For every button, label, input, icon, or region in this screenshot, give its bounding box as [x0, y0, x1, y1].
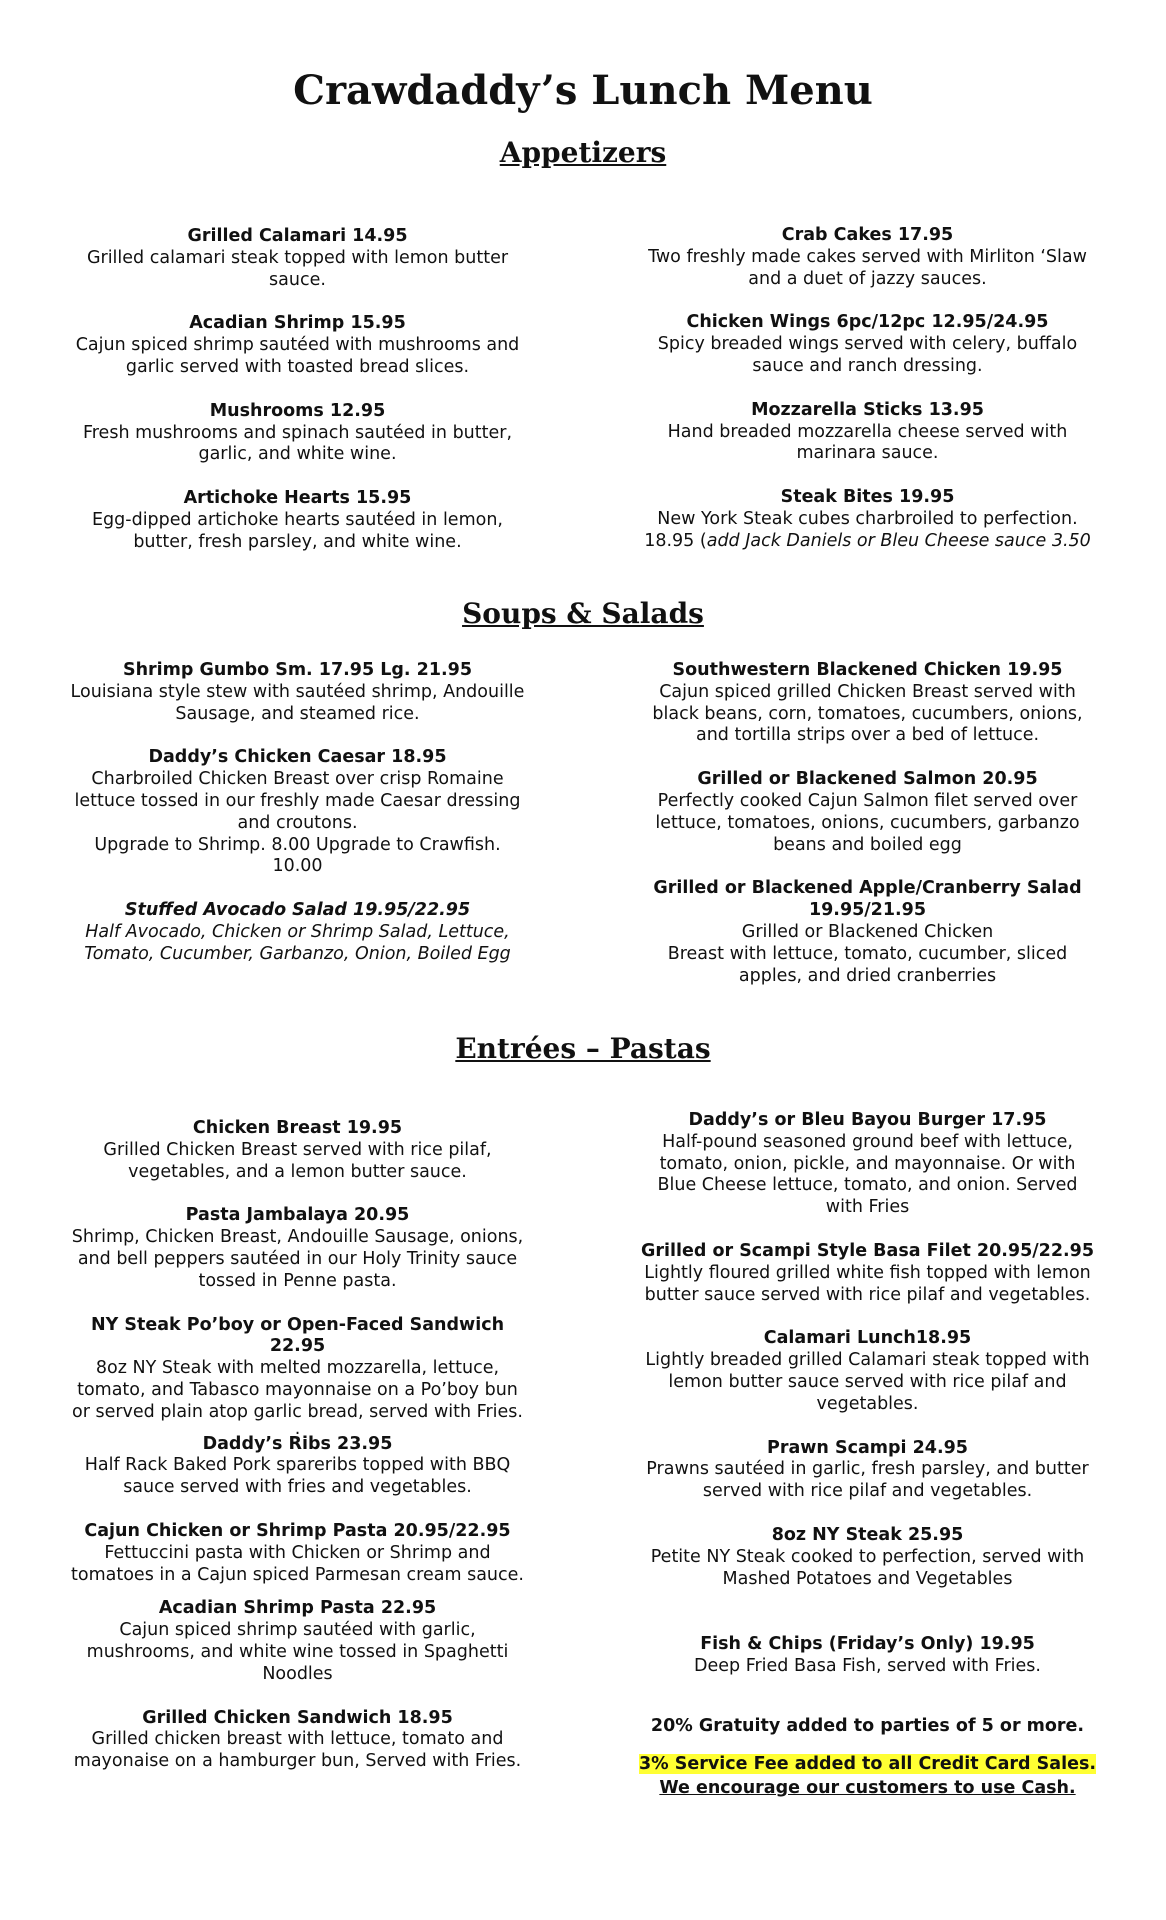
- item-name: Acadian Shrimp 15.95: [189, 313, 406, 334]
- menu-item: [640, 1110, 1095, 1219]
- menu-item: [640, 312, 1095, 377]
- soups-left-column: [70, 660, 525, 966]
- item-name: Grilled or Scampi Style Basa Filet 20.95/22.95: [640, 1240, 1095, 1261]
- menu-item: [640, 487, 1095, 552]
- menu-item: [70, 747, 525, 878]
- item-name: Steak Bites 19.95: [780, 487, 955, 508]
- entrees-pastas-heading: Entrées – Pastas: [455, 1032, 711, 1065]
- menu-item: [640, 1634, 1095, 1678]
- menu-item: [640, 225, 1095, 290]
- item-description: Cajun spiced grilled Chicken Breast served with black beans, corn, tomatoes, cucumbers, onions, and tortilla strips over a bed of lettuce.: [652, 681, 1083, 746]
- item-description: Lightly breaded grilled Calamari steak topped with lemon butter sauce served with rice pilaf and vegetables.: [645, 1350, 1090, 1414]
- menu-item: [70, 488, 525, 553]
- item-name: Grilled Chicken Sandwich 18.95: [142, 1707, 453, 1728]
- item-name: Chicken Wings 6pc/12pc 12.95/24.95: [686, 312, 1049, 333]
- item-description: Perfectly cooked Cajun Salmon filet served over lettuce, tomatoes, onions, cucumbers, garbanzo beans and boiled egg: [655, 790, 1080, 855]
- item-description: Shrimp, Chicken Breast, Andouille Sausage, onions, and bell peppers sautéed in our Holy Trinity sauce tossed in Penne pasta.: [71, 1227, 524, 1291]
- item-note-addon: add Jack Daniels or Bleu Cheese sauce 3.50: [706, 530, 1091, 551]
- menu-item: [70, 1314, 525, 1439]
- menu-item: [70, 900, 525, 965]
- menu-item: [70, 1598, 525, 1685]
- appetizers-right-column: [640, 225, 1095, 553]
- item-description-continued: Breast with lettuce, tomato, cucumber, sliced apples, and dried cranberries: [667, 943, 1068, 986]
- cash-notice: We encourage our customers to use Cash.: [659, 1778, 1076, 1798]
- menu-item: [70, 313, 525, 378]
- item-description: Grilled or Blackened Chicken: [741, 921, 994, 942]
- item-description: Spicy breaded wings served with celery, buffalo sauce and ranch dressing.: [657, 334, 1078, 376]
- item-name: Calamari Lunch18.95: [763, 1328, 972, 1349]
- menu-item: [70, 226, 525, 291]
- item-description: Half Rack Baked Pork spareribs topped with BBQ sauce served with fries and vegetables.: [84, 1455, 511, 1498]
- item-upgrade-note: Upgrade to Shrimp. 8.00 Upgrade to Crawfish. 10.00: [94, 834, 501, 877]
- item-name: NY Steak Po’boy or Open-Faced Sandwich 22.95: [90, 1314, 505, 1357]
- appetizers-left-column: [70, 226, 525, 554]
- item-name: 8oz NY Steak 25.95: [771, 1524, 964, 1545]
- item-description: Two freshly made cakes served with Mirliton ‘Slaw and a duet of jazzy sauces.: [648, 246, 1087, 289]
- item-description: Fresh mushrooms and spinach sautéed in butter, garlic, and white wine.: [82, 422, 513, 465]
- item-description: Egg-dipped artichoke hearts sautéed in lemon, butter, fresh parsley, and white wine.: [92, 509, 503, 552]
- item-description: Cajun spiced shrimp sautéed with mushrooms and garlic served with toasted bread slices.: [75, 335, 520, 377]
- menu-item: [70, 1118, 525, 1183]
- item-name: Daddy’s Chicken Caesar 18.95: [148, 747, 447, 768]
- item-description: Charbroiled Chicken Breast over crisp Romaine lettuce tossed in our freshly made Caesar dressing and croutons.: [74, 769, 521, 833]
- menu-item: [640, 769, 1095, 856]
- item-name: Pasta Jambalaya 20.95: [185, 1205, 410, 1226]
- item-description: 8oz NY Steak with melted mozzarella, lettuce, tomato, and Tabasco mayonnaise on a Po’boy bun or served plain atop garlic bread, served with Fries.: [72, 1358, 523, 1422]
- entrees-right-column: [640, 1110, 1095, 1678]
- item-name: Crab Cakes 17.95: [781, 225, 954, 245]
- item-note-price: 18.95 (: [644, 530, 707, 551]
- menu-item: [70, 660, 525, 725]
- service-fee-highlight: 3% Service Fee added to all Credit Card Sales.: [638, 1754, 1097, 1774]
- item-name: Stuffed Avocado Salad 19.95/22.95: [124, 900, 471, 921]
- menu-item: [70, 1521, 525, 1586]
- menu-item: [640, 1438, 1095, 1503]
- item-description: Grilled calamari steak topped with lemon butter sauce.: [86, 247, 509, 290]
- item-name: Mushrooms 12.95: [209, 400, 386, 421]
- soups-salads-heading: Soups & Salads: [462, 597, 704, 630]
- item-name: Chicken Breast 19.95: [192, 1118, 403, 1138]
- item-description: Prawns sautéed in garlic, fresh parsley, and butter served with rice pilaf and vegetables.: [646, 1459, 1089, 1502]
- item-description: Louisiana style stew with sautéed shrimp, Andouille Sausage, and steamed rice.: [70, 681, 525, 724]
- item-description: Grilled chicken breast with lettuce, tomato and mayonaise on a hamburger bun, Served with Fries.: [73, 1729, 522, 1772]
- item-description: Hand breaded mozzarella cheese served with marinara sauce.: [667, 421, 1068, 464]
- item-description: Fettuccini pasta with Chicken or Shrimp and tomatoes in a Cajun spiced Parmesan cream sauce.: [71, 1542, 524, 1585]
- menu-item: [640, 660, 1095, 747]
- item-description: Lightly floured grilled white fish topped with lemon butter sauce served with rice pilaf and vegetables.: [644, 1262, 1091, 1305]
- appetizers-heading: Appetizers: [499, 136, 667, 169]
- menu-item: [640, 1525, 1095, 1590]
- menu-item: [70, 401, 525, 466]
- entrees-left-column: [70, 1118, 525, 1773]
- item-name: Grilled Calamari 14.95: [187, 226, 408, 246]
- item-name: Mozzarella Sticks 13.95: [751, 399, 984, 420]
- menu-title: Crawdaddy’s Lunch Menu: [293, 67, 873, 114]
- item-name: Southwestern Blackened Chicken 19.95: [672, 660, 1063, 680]
- item-name: Shrimp Gumbo Sm. 17.95 Lg. 21.95: [122, 660, 473, 680]
- soups-right-column: [640, 660, 1095, 987]
- item-description: Half Avocado, Chicken or Shrimp Salad, Lettuce, Tomato, Cucumber, Garbanzo, Onion, Boiled Egg: [84, 921, 511, 964]
- item-description: Deep Fried Basa Fish, served with Fries.: [694, 1656, 1041, 1677]
- item-name: Acadian Shrimp Pasta 22.95: [158, 1598, 437, 1619]
- item-name: Prawn Scampi 24.95: [767, 1437, 968, 1458]
- item-name: Artichoke Hearts 15.95: [183, 488, 412, 509]
- item-description: Half-pound seasoned ground beef with lettuce, tomato, onion, pickle, and mayonnaise. Or with Blue Cheese lettuce, tomato, and onion. Served with Fries: [657, 1131, 1078, 1218]
- menu-item: [640, 1328, 1095, 1415]
- item-description: New York Steak cubes charbroiled to perfection.: [657, 508, 1078, 529]
- stray-period: .: [294, 1418, 301, 1439]
- menu-item: [640, 878, 1095, 987]
- menu-item: [70, 1708, 525, 1773]
- item-description: Grilled Chicken Breast served with rice pilaf, vegetables, and a lemon butter sauce.: [103, 1139, 492, 1182]
- item-name: Daddy’s or Bleu Bayou Burger 17.95: [688, 1110, 1047, 1130]
- item-description: Petite NY Steak cooked to perfection, served with Mashed Potatoes and Vegetables: [650, 1546, 1085, 1589]
- item-name: Fish & Chips (Friday’s Only) 19.95: [700, 1634, 1035, 1655]
- item-name: Cajun Chicken or Shrimp Pasta 20.95/22.95: [84, 1520, 511, 1541]
- menu-item: [640, 1241, 1095, 1306]
- menu-item: [70, 1205, 525, 1292]
- service-fee-notice: [620, 1752, 1115, 1776]
- menu-item: [70, 1434, 525, 1499]
- item-name: Daddy’s Ribs 23.95: [202, 1433, 393, 1454]
- item-note: [640, 531, 1095, 553]
- item-name: Grilled or Blackened Apple/Cranberry Salad 19.95/21.95: [653, 878, 1082, 921]
- item-name: Grilled or Blackened Salmon 20.95: [697, 769, 1038, 790]
- gratuity-notice: 20% Gratuity added to parties of 5 or more.: [650, 1716, 1085, 1736]
- menu-item: [640, 400, 1095, 465]
- item-description: Cajun spiced shrimp sautéed with garlic, mushrooms, and white wine tossed in Spaghetti Noodles: [86, 1620, 509, 1684]
